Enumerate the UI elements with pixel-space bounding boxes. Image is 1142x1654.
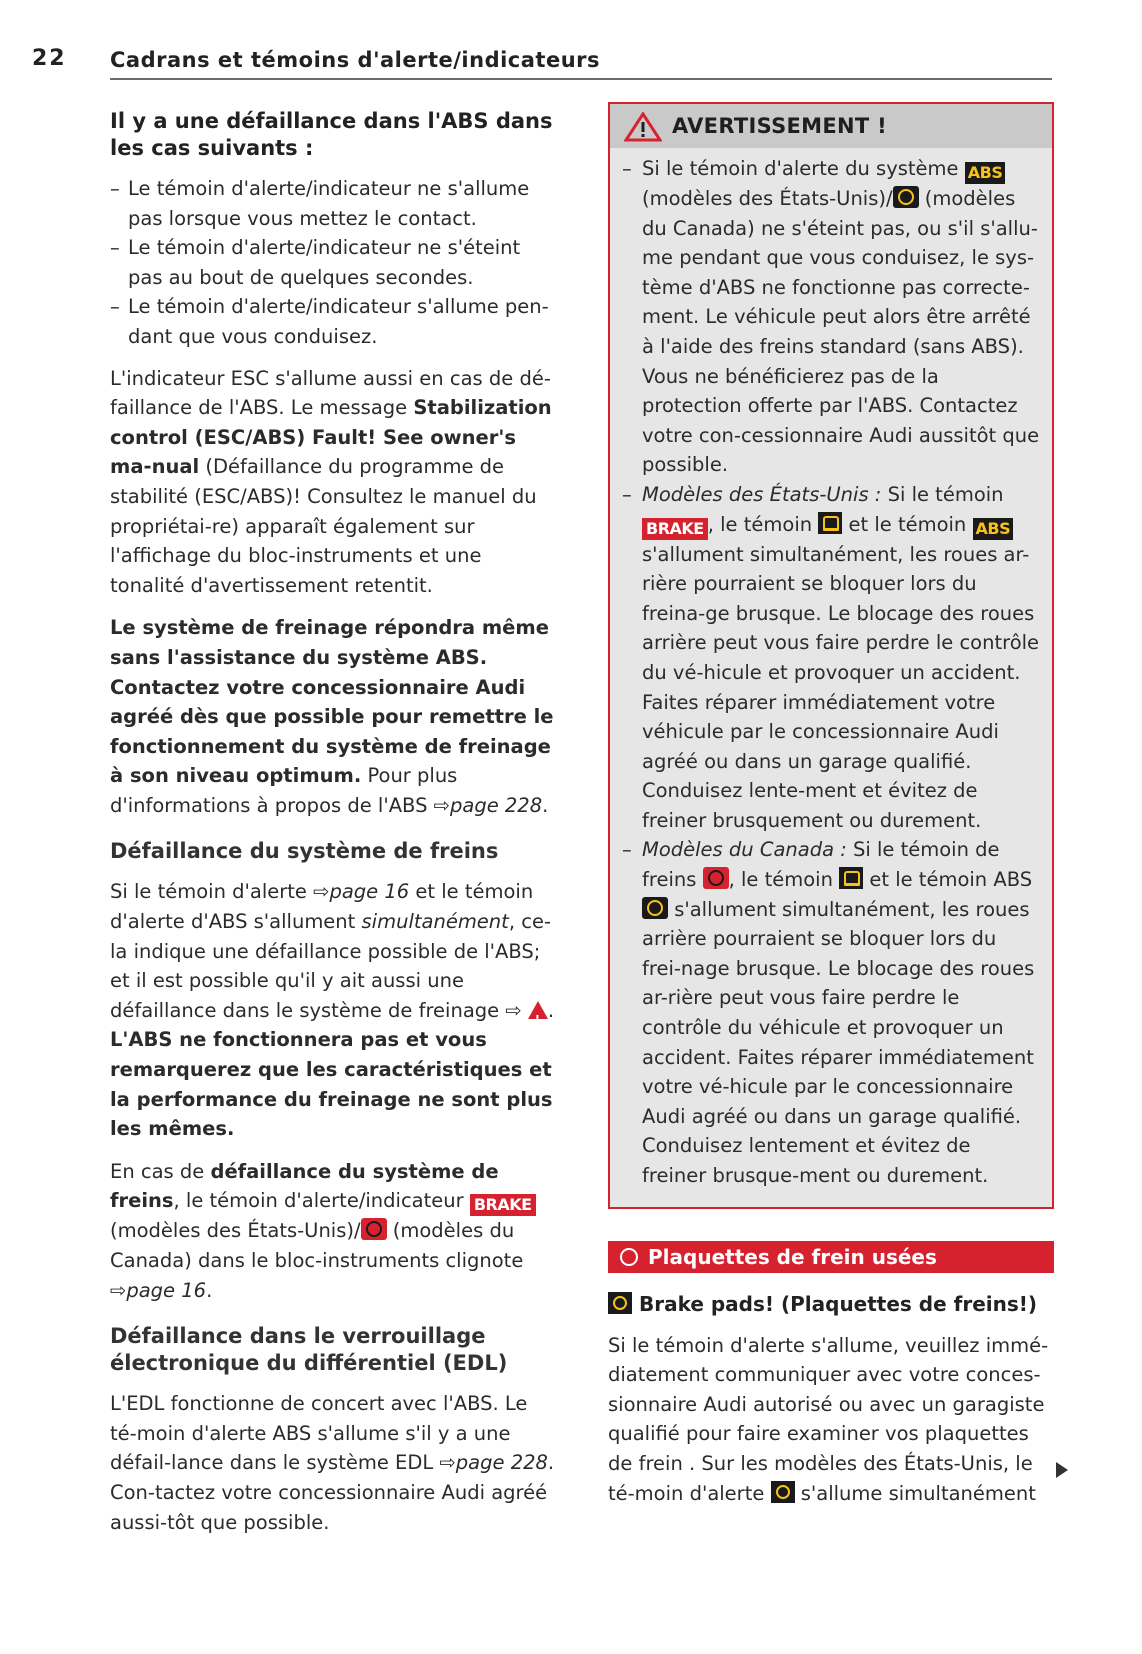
text: En cas de bbox=[110, 1159, 211, 1183]
text: Pour plus d'informations à propos de l'ABS bbox=[110, 764, 458, 817]
brake-indicator-paragraph bbox=[110, 1157, 558, 1305]
reference-arrow-icon: ⇨ bbox=[505, 998, 522, 1022]
text: (Défaillance du programme de stabilité (ESC/ABS)! Consultez le manuel du propriétai-re) apparaît également sur l'affichage du bloc-instruments et une tonalité d'avertissement retentit. bbox=[110, 455, 537, 597]
esc-indicator-icon bbox=[839, 867, 863, 889]
bold-text: Le système de freinage répondra même sans l'assistance du système ABS. Contactez votre concessionnaire Audi agréé dès que possible pour remettre le fonctionnement du système de freinage à son niveau optimum. bbox=[110, 616, 554, 788]
brake-indicator-icon: BRAKE bbox=[470, 1194, 536, 1216]
brake-circle-indicator-icon bbox=[703, 867, 729, 889]
text: (modèles du Canada) ne s'éteint pas, ou s'il s'allu-me pendant que vous conduisez, le sys-tème d'ABS ne fonctionne pas correcte-ment. Le véhicule peut alors être arrêté à l'aide des freins standard (sans ABS). Vous ne bénéficierez pas de la protection offerte par l'ABS. Contactez votre con-cessionnaire Audi aussitôt que possible. bbox=[642, 187, 1040, 477]
reference-arrow-icon: ⇨ bbox=[439, 1451, 456, 1475]
text: (modèles des États-Unis)/ bbox=[642, 187, 893, 210]
text: . bbox=[206, 1278, 213, 1302]
text: L'EDL fonctionne de concert avec l'ABS. Le té-moin d'alerte ABS s'allume s'il y a une défail-lance dans le système EDL bbox=[110, 1392, 528, 1475]
abs-failure-heading: Il y a une défaillance dans l'ABS dans les cas suivants : bbox=[110, 109, 553, 160]
brake-pads-indicator-icon bbox=[771, 1481, 795, 1503]
abs-circle-indicator-icon bbox=[642, 897, 668, 919]
warning-box bbox=[608, 102, 1054, 1209]
text: , ce-la indique une défaillance possible de l'ABS; et il est possible qu'il y ait aussi une défaillance dans le système de freinage bbox=[110, 910, 551, 1022]
text: Si le témoin bbox=[881, 482, 1004, 506]
list-item: – Le témoin d'alerte/indicateur ne s'allume pas lorsque vous mettez le contact. bbox=[110, 174, 558, 233]
text: , le témoin bbox=[728, 868, 840, 892]
text: . bbox=[542, 793, 549, 817]
text: et le témoin d'alerte d'ABS s'allument bbox=[110, 880, 534, 934]
page-reference-link[interactable]: page 228 bbox=[455, 1451, 548, 1475]
chapter-title: Cadrans et témoins d'alerte/indicateurs bbox=[110, 48, 601, 72]
braking-paragraph bbox=[110, 613, 558, 820]
warning-body bbox=[610, 148, 1052, 1207]
italic-text: Modèles du Canada : bbox=[642, 838, 847, 862]
list-item bbox=[622, 480, 1040, 836]
warning-title: AVERTISSEMENT ! bbox=[672, 114, 887, 138]
esc-paragraph bbox=[110, 364, 558, 601]
warning-triangle-icon[interactable] bbox=[528, 1001, 548, 1019]
brake-indicator-icon: BRAKE bbox=[642, 518, 708, 540]
text: s'allument simultanément, les roues arrière pourraient se bloquer lors du frei-nage brusque. Le blocage des roues ar-rière peut vous faire perdre le contrôle du véhicule et provoquer un accident. Faites réparer immédiatement votre vé-hicule par le concessionnaire Audi agréé ou dans un garage qualifié. Conduisez lentement et évitez de freiner brusque-ment ou durement. bbox=[642, 897, 1035, 1187]
brake-pads-paragraph bbox=[608, 1331, 1054, 1509]
text: et le témoin bbox=[842, 512, 973, 536]
edl-paragraph bbox=[110, 1389, 558, 1537]
text: , le témoin d'alerte/indicateur bbox=[173, 1189, 470, 1213]
warning-header bbox=[610, 104, 1052, 148]
abs-failure-list bbox=[110, 174, 558, 352]
text: Si le témoin d'alerte s'allume, veuillez immé-diatement communiquer avec votre conces-sionnaire Audi autorisé ou avec un garagiste qualifié pour faire examiner vos plaquettes de frein . Sur les modèles des États-Unis, le té-moin d'alerte bbox=[608, 1333, 1049, 1505]
text: (modèles des États-Unis)/ bbox=[110, 1219, 361, 1243]
reference-arrow-icon: ⇨ bbox=[433, 793, 450, 817]
page-reference-link[interactable]: page 16 bbox=[126, 1278, 207, 1302]
brake-pads-icon bbox=[620, 1248, 638, 1266]
brake-pads-subheading bbox=[608, 1289, 1054, 1319]
text: Si le témoin de freins bbox=[642, 838, 1000, 892]
esc-message: Stabilization control (ESC/ABS) Fault! See owner's ma-nual bbox=[110, 396, 552, 479]
list-item bbox=[622, 154, 1040, 480]
list-item: – Le témoin d'alerte/indicateur ne s'éteint pas au bout de quelques secondes. bbox=[110, 233, 558, 292]
page-reference-link[interactable]: page 228 bbox=[450, 793, 543, 817]
reference-arrow-icon: ⇨ bbox=[110, 1278, 127, 1302]
page-reference-link[interactable]: page 16 bbox=[329, 880, 410, 904]
text: . bbox=[547, 998, 555, 1022]
brake-circle-indicator-icon bbox=[361, 1218, 387, 1240]
esc-indicator-icon bbox=[818, 512, 842, 534]
edl-heading: Défaillance dans le verrouillage électronique du différentiel (EDL) bbox=[110, 1324, 508, 1376]
abs-indicator-icon: ABS bbox=[965, 162, 1006, 184]
reference-arrow-icon: ⇨ bbox=[313, 880, 330, 904]
text: et le témoin ABS bbox=[863, 868, 1033, 892]
section-title: Plaquettes de frein usées bbox=[648, 1244, 937, 1269]
text: Si le témoin d'alerte du système bbox=[642, 157, 965, 180]
brake-system-paragraph bbox=[110, 877, 558, 1143]
brake-system-heading: Défaillance du système de freins bbox=[110, 839, 499, 864]
page-number: 22 bbox=[32, 46, 67, 71]
brake-pads-section-bar bbox=[608, 1241, 1054, 1273]
left-column bbox=[110, 102, 558, 1550]
warning-list bbox=[622, 154, 1040, 1191]
text: s'allument simultanément, les roues ar-rière pourraient se bloquer lors du freina-ge brusque. Le blocage des roues arrière peut vous faire perdre le contrôle du vé-hicule et provoquer un accident. Faites réparer immédiatement votre véhicule par le concessionnaire Audi agréé ou dans un garage qualifié. Conduisez lente-ment et évitez de freiner brusquement ou durement. bbox=[642, 542, 1040, 832]
warning-triangle-icon bbox=[624, 112, 662, 142]
bold-text: défaillance du système de freins bbox=[110, 1159, 499, 1213]
brake-pads-indicator-icon bbox=[608, 1292, 632, 1314]
text: Si le témoin d'alerte bbox=[110, 880, 314, 904]
text: L'indicateur ESC s'allume aussi en cas de dé-faillance de l'ABS. Le message bbox=[110, 366, 551, 420]
text: . Con-tactez votre concessionnaire Audi agréé aussi-tôt que possible. bbox=[110, 1451, 555, 1534]
italic-text: Modèles des États-Unis : bbox=[642, 482, 882, 506]
right-column bbox=[608, 102, 1054, 1521]
text: , le témoin bbox=[707, 512, 819, 536]
italic-text: simultanément bbox=[361, 910, 509, 934]
continue-arrow-icon[interactable] bbox=[1056, 1462, 1068, 1478]
abs-indicator-icon: ABS bbox=[973, 518, 1014, 540]
header-divider bbox=[110, 78, 1052, 80]
text: s'allume simultanément bbox=[794, 1481, 1036, 1505]
subheading-text: Brake pads! (Plaquettes de freins!) bbox=[638, 1291, 1038, 1316]
abs-circle-indicator-icon bbox=[893, 186, 919, 208]
text: (modèles du Canada) dans le bloc-instruments clignote bbox=[110, 1219, 524, 1272]
list-item: – Le témoin d'alerte/indicateur s'allume pen-dant que vous conduisez. bbox=[110, 292, 558, 351]
bold-text: L'ABS ne fonctionnera pas et vous remarquerez que les caractéristiques et la performance du freinage ne sont plus les mêmes. bbox=[110, 1028, 553, 1141]
list-item bbox=[622, 835, 1040, 1190]
